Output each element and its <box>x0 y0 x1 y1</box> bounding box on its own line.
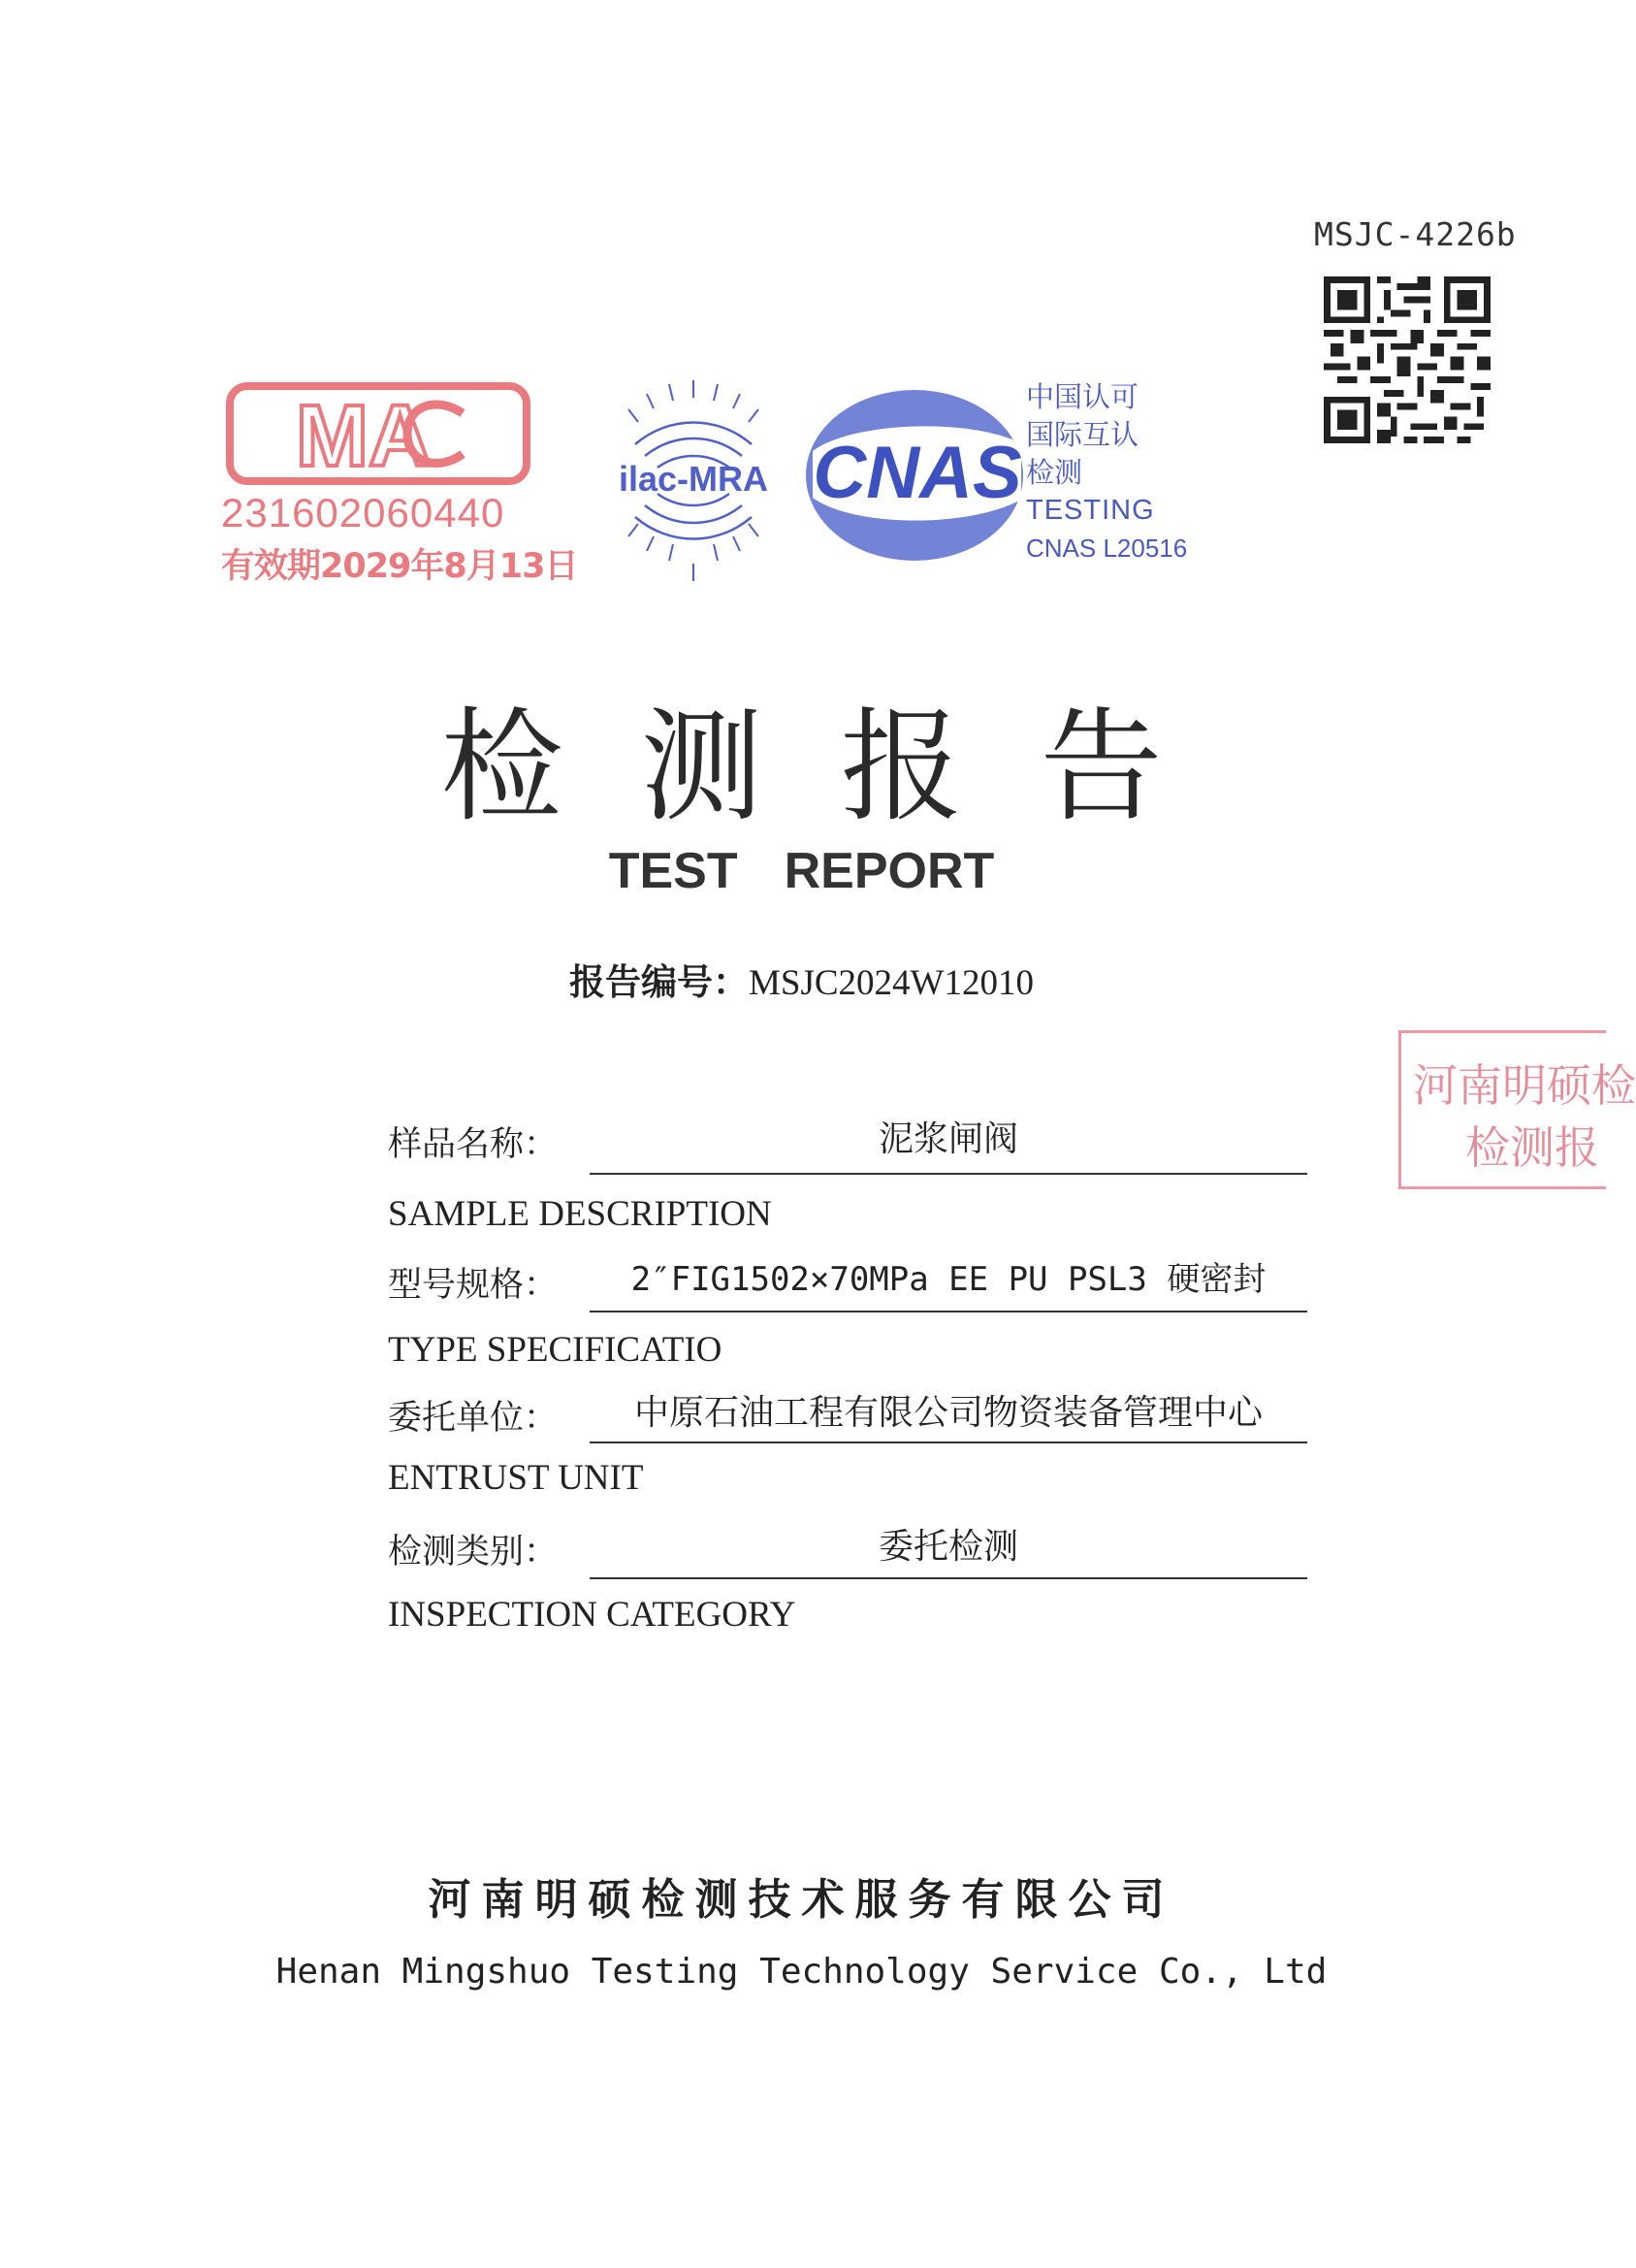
report-number-value: MSJC2024W12010 <box>749 963 1034 1003</box>
report-title-cn: 检测报告 <box>440 696 1240 838</box>
svg-text:MA: MA <box>296 388 432 485</box>
inspection-category-underline <box>590 1577 1307 1579</box>
report-number-label: 报告编号： <box>569 961 749 1003</box>
seal-line-2: 检测报 <box>1465 1121 1599 1174</box>
type-spec-label: 型号规格： <box>388 1266 559 1305</box>
cma-validity: 有效期2029年8月13日 <box>221 547 578 586</box>
cnas-line-3: 检测 <box>1026 456 1083 489</box>
sample-name-label: 样品名称： <box>388 1125 559 1164</box>
document-code: MSJC-4226b <box>1314 215 1517 253</box>
company-name-en: Henan Mingshuo Testing Technology Service Co., Ltd <box>275 1952 1328 1992</box>
type-spec-underline <box>590 1311 1307 1312</box>
svg-text:ilac-MRA: ilac-MRA <box>618 459 769 499</box>
sample-description-label: SAMPLE DESCRIPTION <box>388 1194 772 1234</box>
type-spec-value: 2″FIG1502×70MPa EE PU PSL3 硬密封 <box>630 1260 1267 1299</box>
entrust-unit-underline <box>590 1442 1307 1443</box>
entrust-unit-label: 委托单位： <box>388 1399 559 1438</box>
svg-text:CNAS: CNAS <box>813 432 1022 514</box>
cnas-number: CNAS L20516 <box>1026 534 1188 563</box>
title-en-word-2: REPORT <box>784 843 995 899</box>
cma-number: 231602060440 <box>221 490 505 535</box>
inspection-category-en-label: INSPECTION CATEGORY <box>388 1595 796 1635</box>
report-title-en <box>0 842 1603 900</box>
seal-line-1: 河南明硕检 <box>1413 1059 1636 1112</box>
type-specification-label: TYPE SPECIFICATIO <box>388 1330 722 1370</box>
entrust-unit-value: 中原石油工程有限公司物资装备管理中心 <box>633 1393 1263 1433</box>
cnas-line-4: TESTING <box>1026 495 1155 526</box>
cnas-line-1: 中国认可 <box>1026 380 1139 413</box>
cnas-accreditation-text <box>1026 378 1187 567</box>
entrust-unit-en-label: ENTRUST UNIT <box>388 1458 644 1498</box>
report-number <box>0 953 1603 1005</box>
ilac-mra-logo-icon <box>592 376 795 585</box>
sample-name-value: 泥浆闸阀 <box>878 1119 1018 1159</box>
sample-name-underline <box>590 1173 1307 1175</box>
qr-code-icon <box>1324 276 1491 443</box>
company-name-cn: 河南明硕检测技术服务有限公司 <box>428 1875 1175 1925</box>
cnas-logo-icon <box>793 383 1026 567</box>
inspection-category-value: 委托检测 <box>878 1527 1018 1567</box>
inspection-category-label: 检测类别： <box>388 1533 559 1571</box>
title-en-word-1: TEST <box>608 843 738 899</box>
company-seal-stamp <box>1398 1030 1636 1189</box>
cnas-line-2: 国际互认 <box>1026 418 1139 451</box>
